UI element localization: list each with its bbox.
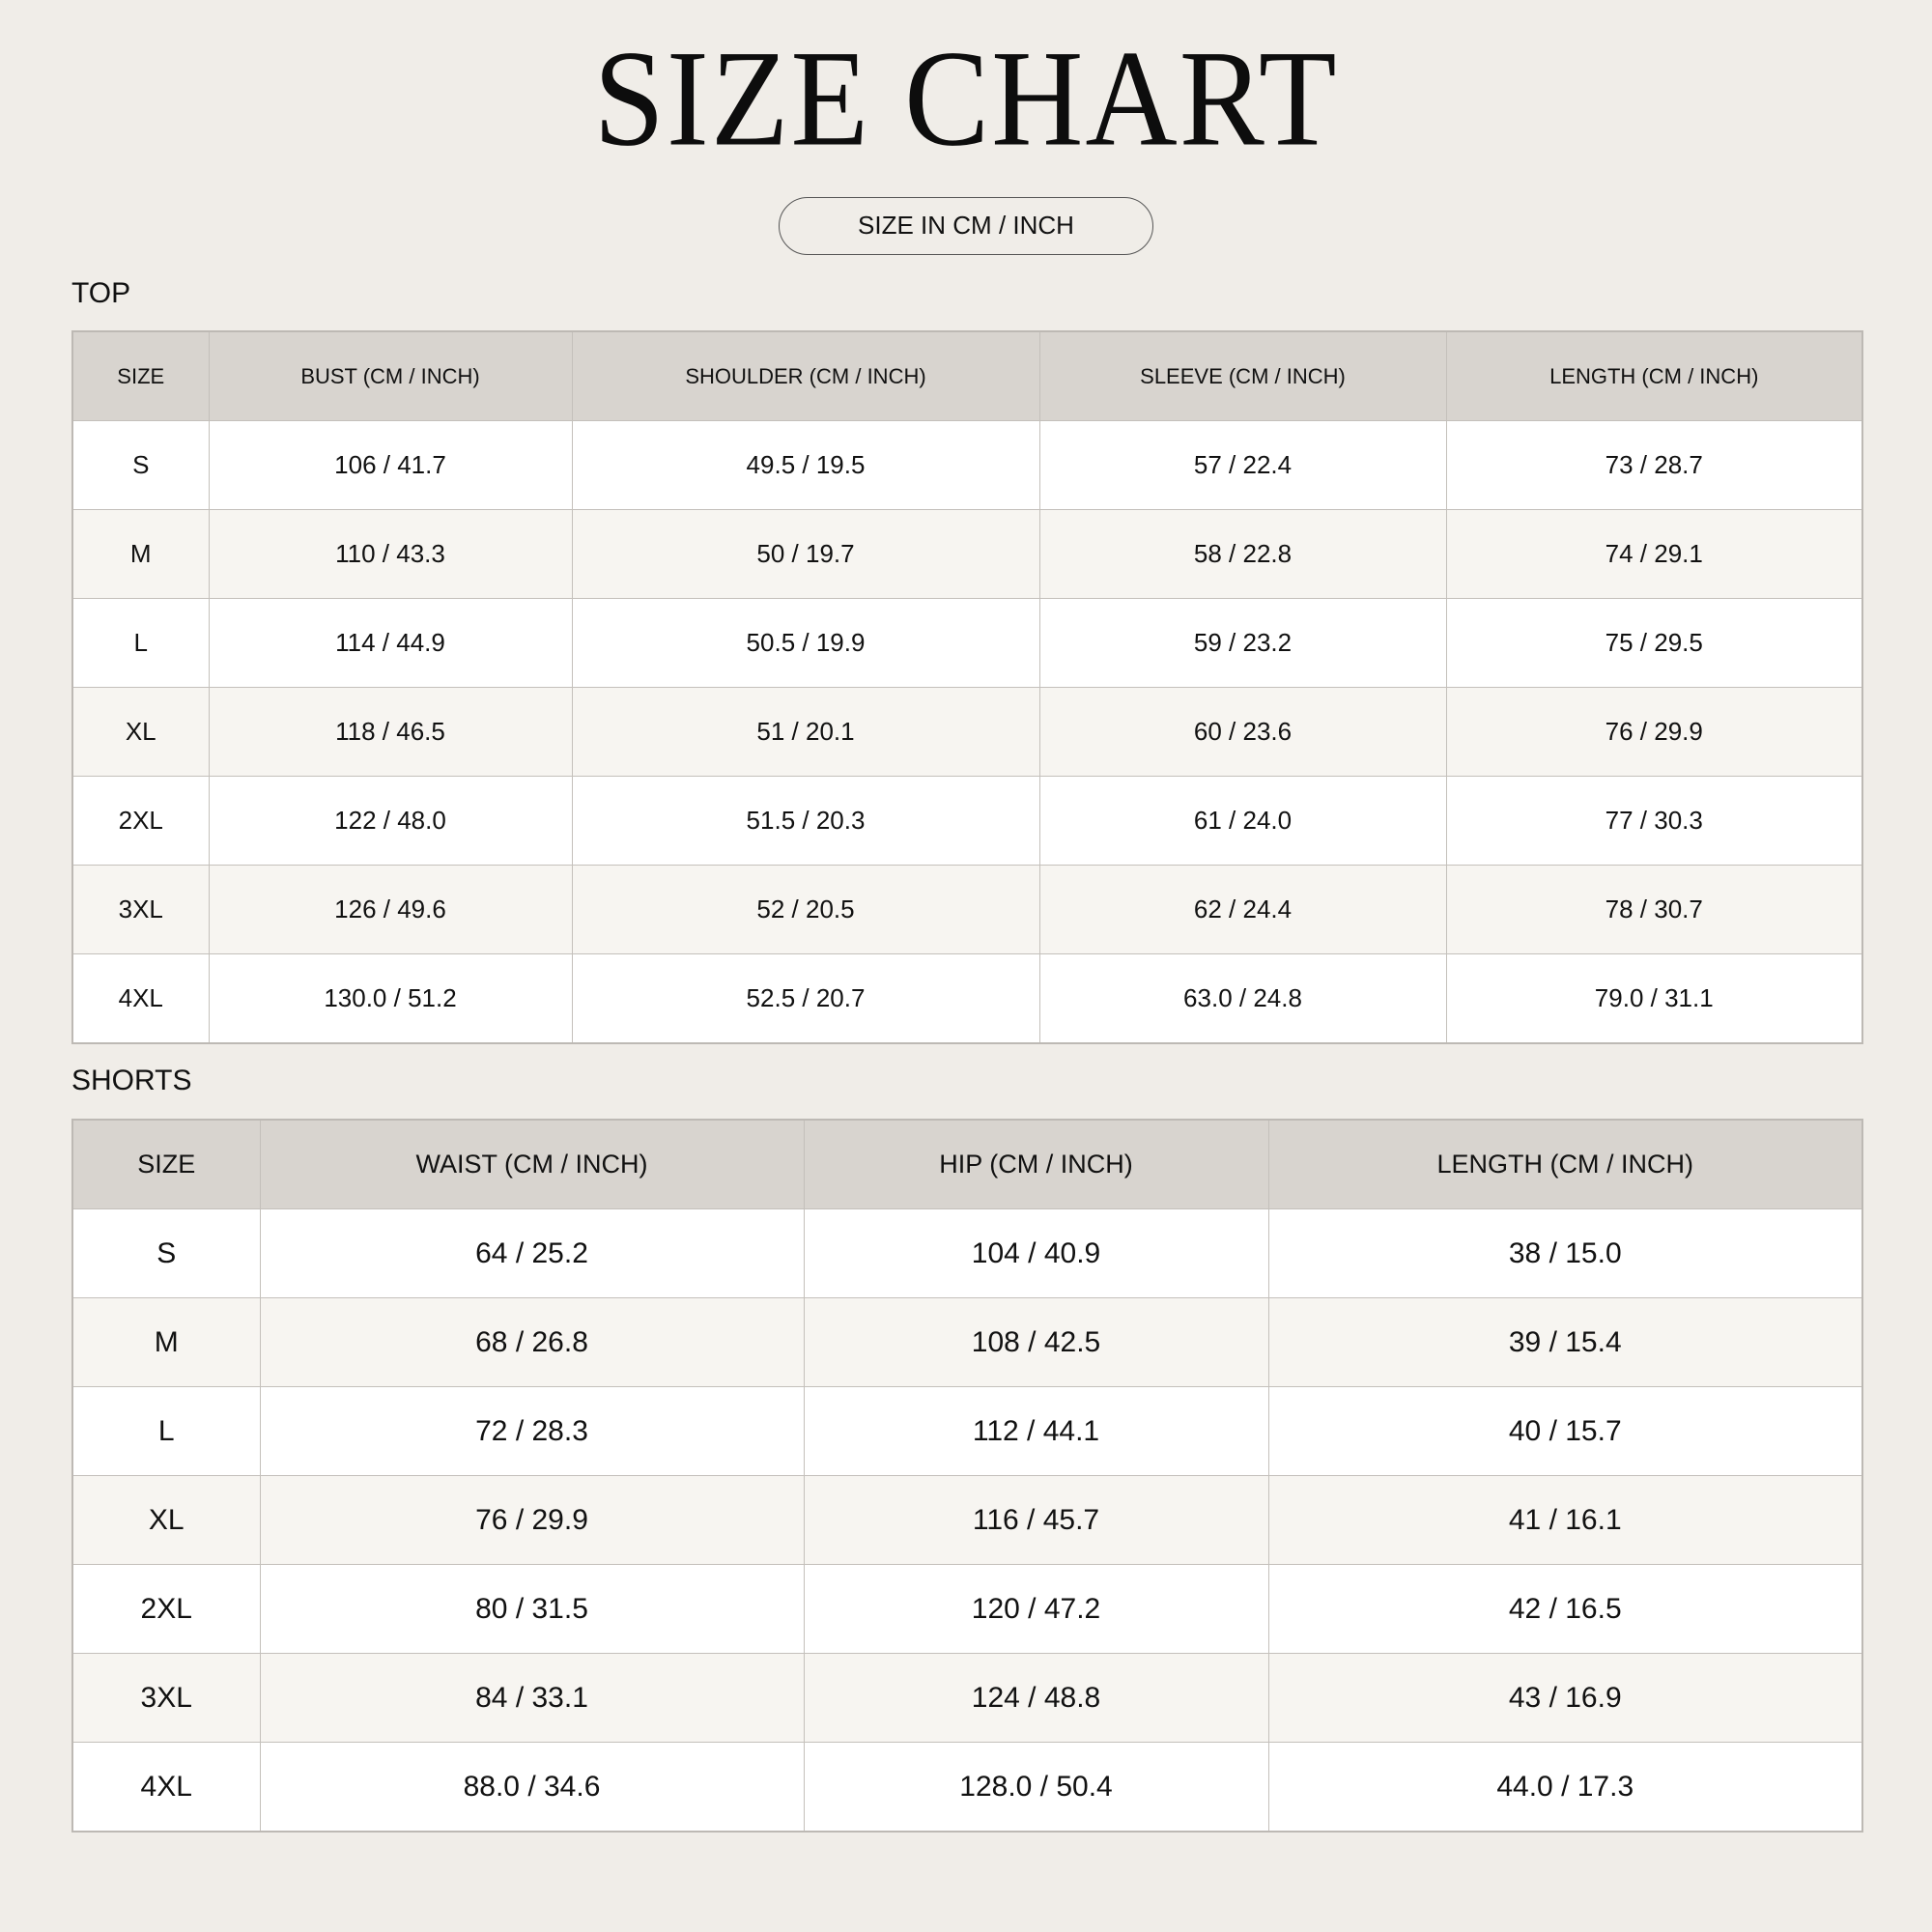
column-header: SIZE — [72, 1120, 260, 1209]
table-cell: 57 / 22.4 — [1039, 421, 1446, 510]
table-cell: 79.0 / 31.1 — [1446, 954, 1862, 1044]
unit-badge: SIZE IN CM / INCH — [779, 197, 1153, 255]
table-row — [72, 1209, 1862, 1298]
table-cell: 84 / 33.1 — [260, 1654, 804, 1743]
table-cell: 60 / 23.6 — [1039, 688, 1446, 777]
table-cell: 116 / 45.7 — [804, 1476, 1268, 1565]
table-cell: 77 / 30.3 — [1446, 777, 1862, 866]
table-cell: 64 / 25.2 — [260, 1209, 804, 1298]
table-cell: 52 / 20.5 — [572, 866, 1039, 954]
table-cell: 88.0 / 34.6 — [260, 1743, 804, 1833]
table-cell: 38 / 15.0 — [1268, 1209, 1862, 1298]
page-title: SIZE CHART — [593, 21, 1339, 175]
table-cell: S — [72, 421, 209, 510]
section-label-top: TOP — [71, 277, 131, 309]
table-row — [72, 421, 1862, 510]
table-cell: 63.0 / 24.8 — [1039, 954, 1446, 1044]
table-cell: 43 / 16.9 — [1268, 1654, 1862, 1743]
table-cell: 39 / 15.4 — [1268, 1298, 1862, 1387]
table-cell: 110 / 43.3 — [209, 510, 572, 599]
table-row — [72, 1654, 1862, 1743]
table-cell: 49.5 / 19.5 — [572, 421, 1039, 510]
column-header: LENGTH (CM / INCH) — [1268, 1120, 1862, 1209]
column-header: SHOULDER (CM / INCH) — [572, 331, 1039, 421]
table-row — [72, 510, 1862, 599]
table-cell: 3XL — [72, 1654, 260, 1743]
table-cell: 122 / 48.0 — [209, 777, 572, 866]
table-cell: 50.5 / 19.9 — [572, 599, 1039, 688]
column-header: HIP (CM / INCH) — [804, 1120, 1268, 1209]
table-row — [72, 1476, 1862, 1565]
table-cell: 59 / 23.2 — [1039, 599, 1446, 688]
table-cell: 52.5 / 20.7 — [572, 954, 1039, 1044]
table-header-row — [72, 1120, 1862, 1209]
table-cell: 41 / 16.1 — [1268, 1476, 1862, 1565]
section-label-shorts: SHORTS — [71, 1065, 192, 1096]
top-size-table — [71, 330, 1863, 1044]
table-cell: M — [72, 1298, 260, 1387]
table-cell: 68 / 26.8 — [260, 1298, 804, 1387]
table-cell: 62 / 24.4 — [1039, 866, 1446, 954]
table-cell: 51 / 20.1 — [572, 688, 1039, 777]
table-row — [72, 777, 1862, 866]
table-cell: 112 / 44.1 — [804, 1387, 1268, 1476]
table-row — [72, 1743, 1862, 1833]
table-row — [72, 1565, 1862, 1654]
table-cell: L — [72, 1387, 260, 1476]
table-cell: S — [72, 1209, 260, 1298]
table-cell: 78 / 30.7 — [1446, 866, 1862, 954]
table-cell: 104 / 40.9 — [804, 1209, 1268, 1298]
table-row — [72, 1387, 1862, 1476]
table-cell: 44.0 / 17.3 — [1268, 1743, 1862, 1833]
table-header-row — [72, 331, 1862, 421]
table-cell: 118 / 46.5 — [209, 688, 572, 777]
column-header: SIZE — [72, 331, 209, 421]
table-cell: L — [72, 599, 209, 688]
table-cell: 3XL — [72, 866, 209, 954]
table-cell: 73 / 28.7 — [1446, 421, 1862, 510]
table-cell: XL — [72, 688, 209, 777]
table-cell: 128.0 / 50.4 — [804, 1743, 1268, 1833]
table-cell: 74 / 29.1 — [1446, 510, 1862, 599]
column-header: SLEEVE (CM / INCH) — [1039, 331, 1446, 421]
table-cell: 51.5 / 20.3 — [572, 777, 1039, 866]
table-cell: 50 / 19.7 — [572, 510, 1039, 599]
table-cell: 61 / 24.0 — [1039, 777, 1446, 866]
table-cell: 75 / 29.5 — [1446, 599, 1862, 688]
table-row — [72, 599, 1862, 688]
table-cell: 126 / 49.6 — [209, 866, 572, 954]
table-row — [72, 1298, 1862, 1387]
table-cell: 58 / 22.8 — [1039, 510, 1446, 599]
table-row — [72, 954, 1862, 1044]
shorts-size-table — [71, 1119, 1863, 1833]
table-cell: 40 / 15.7 — [1268, 1387, 1862, 1476]
table-cell: 108 / 42.5 — [804, 1298, 1268, 1387]
column-header: BUST (CM / INCH) — [209, 331, 572, 421]
table-row — [72, 688, 1862, 777]
table-row — [72, 866, 1862, 954]
table-cell: 4XL — [72, 954, 209, 1044]
table-cell: 76 / 29.9 — [1446, 688, 1862, 777]
table-cell: 120 / 47.2 — [804, 1565, 1268, 1654]
table-cell: 106 / 41.7 — [209, 421, 572, 510]
table-cell: 124 / 48.8 — [804, 1654, 1268, 1743]
table-cell: 2XL — [72, 777, 209, 866]
table-cell: 2XL — [72, 1565, 260, 1654]
table-cell: 80 / 31.5 — [260, 1565, 804, 1654]
table-cell: 76 / 29.9 — [260, 1476, 804, 1565]
table-cell: 42 / 16.5 — [1268, 1565, 1862, 1654]
table-cell: 72 / 28.3 — [260, 1387, 804, 1476]
table-cell: M — [72, 510, 209, 599]
column-header: LENGTH (CM / INCH) — [1446, 331, 1862, 421]
table-cell: XL — [72, 1476, 260, 1565]
table-cell: 114 / 44.9 — [209, 599, 572, 688]
column-header: WAIST (CM / INCH) — [260, 1120, 804, 1209]
table-cell: 4XL — [72, 1743, 260, 1833]
table-cell: 130.0 / 51.2 — [209, 954, 572, 1044]
